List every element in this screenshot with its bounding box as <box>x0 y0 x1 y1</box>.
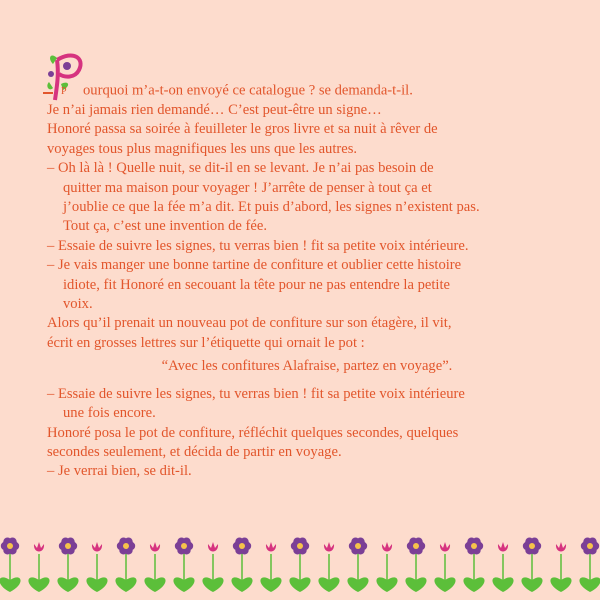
pink-tulip-icon <box>86 542 107 592</box>
line-3: Honoré passa sa soirée à feuilleter le gros livre et sa nuit à rêver de <box>47 121 438 138</box>
pink-tulip-icon <box>144 542 165 592</box>
violet-flower-icon <box>57 537 78 592</box>
line-16: une fois encore. <box>63 405 156 422</box>
pink-tulip-icon <box>550 542 571 592</box>
first-line <box>47 62 567 101</box>
label-quote: “Avec les confitures Alafraise, partez en voyage”. <box>161 358 453 375</box>
line-7: j’oublie ce que la fée m’a dit. Et puis d’abord, les signes n’existent pas. <box>63 199 480 216</box>
flower-border <box>0 532 600 600</box>
pink-tulip-icon <box>376 542 397 592</box>
violet-flower-icon <box>405 537 426 592</box>
drop-cap-letter: P <box>61 86 67 97</box>
violet-flower-icon <box>173 537 194 592</box>
story-text <box>47 62 567 482</box>
violet-flower-icon <box>0 537 21 592</box>
pink-tulip-icon <box>28 542 49 592</box>
line-12: voix. <box>63 296 93 313</box>
pink-tulip-icon <box>318 542 339 592</box>
violet-flower-icon <box>521 537 542 592</box>
line-9: – Essaie de suivre les signes, tu verras bien ! fit sa petite voix intérieure. <box>47 237 469 254</box>
violet-flower-icon <box>115 537 136 592</box>
line-17: Honoré posa le pot de confiture, réfléchit quelques secondes, quelques <box>47 424 459 441</box>
pink-tulip-icon <box>492 542 513 592</box>
violet-flower-icon <box>463 537 484 592</box>
violet-flower-icon <box>579 537 600 592</box>
pink-tulip-icon <box>202 542 223 592</box>
drop-cap-ornament-icon <box>43 44 87 104</box>
pink-tulip-icon <box>260 542 281 592</box>
violet-flower-icon <box>289 537 310 592</box>
line-10: – Je vais manger une bonne tartine de confiture et oublier cette histoire <box>47 257 462 274</box>
line-4: voyages tous plus magnifiques les uns que les autres. <box>47 140 358 157</box>
line-2: Je n’ai jamais rien demandé… C’est peut-être un signe… <box>47 102 382 118</box>
line-6: quitter ma maison pour voyager ! J’arrête de penser à tout ça et <box>63 179 432 196</box>
line-11: idiote, fit Honoré en secouant la tête pour ne pas entendre la petite <box>63 276 450 293</box>
line-18: secondes seulement, et décida de partir en voyage. <box>47 443 342 460</box>
drop-cap <box>47 62 83 104</box>
violet-flower-icon <box>231 537 252 592</box>
line-5: – Oh là là ! Quelle nuit, se dit-il en se levant. Je n’ai pas besoin de <box>47 160 434 177</box>
line-1: ourquoi m’a-t-on envoyé ce catalogue ? se demanda-t-il. <box>83 82 413 99</box>
line-15: – Essaie de suivre les signes, tu verras bien ! fit sa petite voix intérieure <box>47 385 465 402</box>
line-14: écrit en grosses lettres sur l’étiquette qui ornait le pot : <box>47 334 365 351</box>
violet-flower-icon <box>347 537 368 592</box>
pink-tulip-icon <box>434 542 455 592</box>
line-13: Alors qu’il prenait un nouveau pot de confiture sur son étagère, il vit, <box>47 315 452 332</box>
line-8: Tout ça, c’est une invention de fée. <box>63 218 268 235</box>
line-19: – Je verrai bien, se dit-il. <box>47 463 192 480</box>
